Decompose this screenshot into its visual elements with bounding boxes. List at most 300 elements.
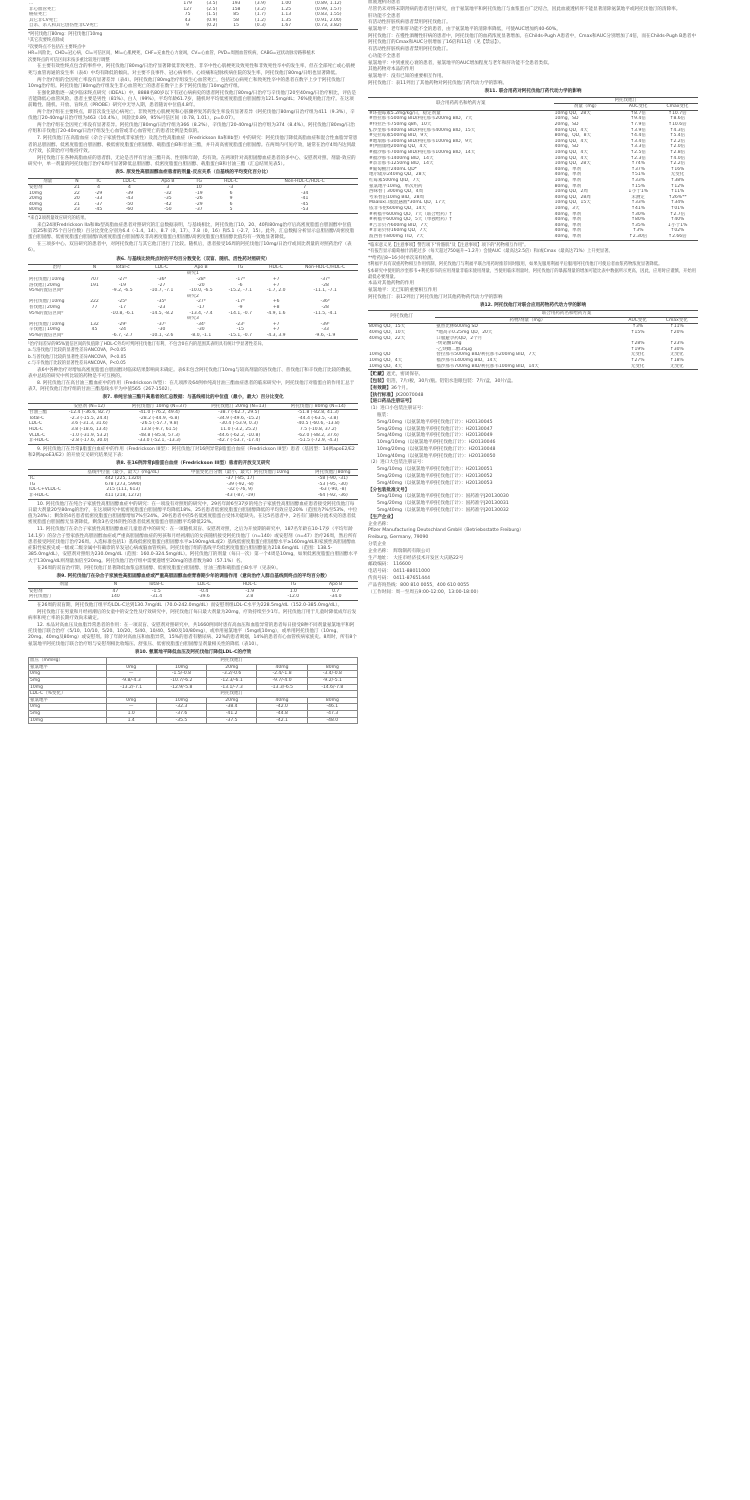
table-cell: Total-C [29,415,45,421]
table-cell: (1.5) [206,12,218,18]
outcomes-table-notes [28,32,358,64]
manufacturer-lines [368,522,698,596]
table-cell: ↑10.7倍 [668,110,687,116]
table-header-cell: HDL-C [226,582,273,589]
table-cell: VLDL-C [29,432,46,438]
table-note: HR=风险比，CHD=冠心病，CI=可信区间，MI=心肌梗死，CHF=充血性心力衰竭，CV=心血管，PVD=周围血管疾病，CABG=冠状动脉旁路移植术 [28,51,316,57]
table-header-cell: N [67,178,87,185]
table-cell: LDL-C [29,421,43,427]
table-cell: 其它非CV死亡 [29,17,58,23]
table-header-cell: 阿托伐他汀 20mg (N=13) [199,403,278,410]
table-cell: 95%的置信区间ᵇ [29,310,64,316]
subpackage-list [368,494,698,514]
table6-notes [28,342,358,368]
table-cell [86,333,102,339]
table-cell: ↑01% [670,205,685,211]
license-line: 5mg/10mg（以氨氯地平/阿托伐他汀计）：H20130045 [377,419,493,425]
dose-header: 0mg [106,664,156,671]
section-label: 【进口药品注册证号】 [368,399,414,405]
table-cell: ↑16% [670,166,685,172]
table-note: *有报告显示葡萄柚汁消耗过多（每天超过750毫升~1.2升）会使AUC（最高达2.5倍）和/或Cmax（最高达71%）上升更显著。 [368,249,613,254]
table9-caption: 表9. 阿托伐他汀在杂合子家族性高胆固醇血症或严重高胆固醇血症青春期少年的调脂作用（意向治疗人群自基线到终点的平均百分数） [56,573,330,579]
table-cell: 7.5 (-10.8, 37.2) [299,426,337,432]
table-cell: -12.9/-5.8 [156,684,206,691]
paragraph: 7. 阿托伐他汀在高脂血症（杂合子家族性或非家族性）及混合性高脂血症（Fredrickson IIa和IIb型）中的研究：阿托伐他汀降低高脂血症和混合性血脂异常患者的总胆固醇、低密度脂蛋白胆固醇、极低密度脂蛋白胆固醇、载脂蛋白B和甘油三酯，并升高高密度脂蛋白胆固醇。在两周内可见疗效，通常在治疗4周内达到最大疗效，长期治疗可维持疗效。 [28,136,358,154]
manufacturer-line: 传真号码： 0411-87651444 [368,576,430,582]
table-cell: -14.5, -8.2 [150,310,174,316]
paragraph: 在主要有效性终点包含的事件中，阿托伐他汀80mg/日治疗显著降低非致死性、非卒中性心肌梗死及致死性和非致死性卒中的发生率，但在全部死亡或心肌梗死与血管再通的发生率（表4）中均有降低的倾向。对主要不良事件、冠心病事件、心绞痛和冠脉疾病住院的发生率，阿托伐他汀80mg/日组也显著降低。 [28,64,355,76]
table-cell: 20mg，SD [554,122,579,128]
table-cell: -9 [238,305,243,311]
table-cell: 1.0 [106,711,156,718]
table-cell: 10mg QD [369,352,391,358]
table-cell: ↑80% [631,217,646,223]
paragraph: 有活动性肝脏疾病患者禁用阿托伐他汀。 [368,47,451,53]
table12-caption: 表12. 阿托伐他汀对联合应用药物药代动力学的影响 [479,302,587,308]
table-cell: 1.25 [281,6,292,12]
license-line: 5mg/20mg（以氨氯地平/阿托伐他汀计）：H20130047 [377,426,493,432]
table-cell: 179 [183,1,192,6]
table-cell: -36ᵇ [320,299,330,305]
table-cell: 无变化 [670,172,685,178]
table-cell: 80mg，单剂 [554,183,582,189]
table-cell: 口服避孕药QD，2个月 [436,335,483,341]
table-row [368,234,698,240]
table-cell: 21 [74,185,80,191]
table-cell: -60 [110,207,148,213]
paragraph: 两个治疗组在主要终点，即首次发生冠心病死亡、非致死性心肌梗死和心脏骤停复苏的发生率没有显著差异（阿托伐他汀80mg/日治疗组为411（9.3%），辛伐他汀20-40mg/日治疗组为463（10.4%），风险比0.89，95%可信区间（0.78, 1.01），p=0.07）。 [28,110,355,122]
table-cell: -62.0 (-88.2, 37.6) [297,432,339,438]
table-cell: -9.6, -1.9 [292,333,358,339]
table-cell: 1.35 [281,17,292,23]
section-label: 【包装】 [368,378,387,384]
table-cell: #伊曲康唑200mg QD，4天 [369,144,427,150]
table-cell: #葡萄柚汁240mL QD* [369,166,417,172]
paragraph: 心功能不全患者 [368,53,401,59]
table-header-cell: 剂量（mg） [554,104,620,111]
insert-section [368,372,698,378]
license-line: 5mg/20mg（以氨氯地平/阿托伐他汀计）：H20130052 [377,474,493,480]
table-cell: ↑11% [669,324,684,330]
table-cell: ↑23% [669,341,684,347]
storage-packaging-sections [368,372,698,405]
paragraph: 阿托伐他汀：在慢性酒精性肝病的患者中，阿托伐他汀的血药浓度显著增加。在Childs-Pugh A患者中，Cmax和AUC分别增加了4倍，而在Childs-Pugh B患者中阿托伐他汀的Cmax和AUC分别增加了16倍和11倍（见【禁忌】）。 [368,33,697,46]
table-cell: (0.83, 1.55) [315,12,342,18]
table-cell: -炔诺酮1mg [436,341,462,347]
license-line: 10mg/40mg（以氨氯地平/阿托伐他汀计）：H20130050 [377,453,496,459]
table-cell: (0.91, 2.00) [315,17,342,23]
paragraph: 在强化降脂逐一减少临床终点研究（IDEAL）中，8888名80岁以下有冠心病病史的患者阿托伐他汀80mg/日治疗与辛伐他汀20至40mg/日治疗相比，评估是否能降低心血管风险。患者主要是男性（81%）、白人（99%），平均年龄61.7岁，随机时平均低密度脂蛋白胆固醇为121.5mg/dL；76%使用他汀治疗。在这项前瞻性、随机、开放、盲终点（PROBE）研究中无导入期，患者随访中位值4.8年。 [28,90,357,109]
table-row [29,711,358,718]
table-cell: ↑8.7倍 [630,110,646,116]
table11-caption: 表11. 联合用药对阿托伐他汀药代动力学的影响 [484,89,582,95]
table-cell: 10mg QD，28天 [554,161,591,167]
table-header-cell: 阿托伐他汀 10mg (N=37) [120,403,199,410]
table-cell: -12.4 (-36.6, 82.7) [68,410,110,416]
table-note: *阿托伐他汀80mg：阿托伐他汀10mg [28,31,103,37]
table-cell: -1.0 (-31.9, 53.2) [70,432,109,438]
manufacturer-line: 企业名称： 辉瑞制药有限公司 [368,548,431,554]
table-cell: ↑37% [631,166,646,172]
paragraph: 阿托伐他汀：表11列出了其他药物对阿托伐他汀药代动力学的影响。 [368,81,508,87]
paragraph: 氨氯地平：没有已知的重要相互作用。 [368,74,447,80]
table-cell: 132 [90,321,99,327]
table-cell: -17ᵇ [235,299,245,305]
table-row [29,684,358,691]
table-cell: ↑2.3倍 [630,155,646,161]
table-header-cell: 阿托伐他汀 80mg (N=14) [278,403,358,410]
table-cell: 安慰剂 [29,185,43,191]
table-cell: 4 [97,185,100,191]
table-cell: 地尔硫卓240mg QD，28天 [369,172,426,178]
table-cell: -42 [164,201,172,207]
table-note: b.与普伐他汀比较的显著性差异ANCOVA，P<0.05 [28,354,127,360]
table-cell: 13.8 (-9.7, 61.5) [140,426,178,432]
table-cell: -53 (-95, -30) [317,481,348,487]
table-cell: 未测定 [631,194,645,200]
table-cell: ↑3% [632,324,644,330]
table-header-cell: Cmax变化 [656,317,698,324]
table-cell: ↑11% [670,189,685,195]
table-cell: -15.2, -7.1 [228,288,252,294]
table-header-cell: Total-c [103,264,142,271]
table7-caption: 表7. 单纯甘油三酯升高患者的汇总数据：与基线相比的中位值（最小，最大）百分比变化 [102,395,284,401]
table-cell: -33 [321,327,329,333]
table-cell: 3.6 (-31.3, 31.6) [70,421,108,427]
table-cell: ↑2.0倍 [669,144,686,150]
table-header-cell: LDL-C [142,264,181,271]
table-cell: 21 [74,201,80,207]
table-cell: #吉非贝齐600mg BID，7天 [369,222,428,228]
paragraph: 尽管仍未对终末期肾病的患者进行研究，由于氨氯地平和阿托伐他汀与血浆蛋白广泛结合，因此血液透析将不能显著清除氨氯地平或阿托伐他汀的清除率。 [368,6,681,12]
paragraph: 肝功能不全患者 [368,13,401,19]
table-cell: -13.3/-6.5 [257,684,307,691]
table-cell: (0.2) [199,23,225,29]
table-note: 次要终点的可信区间未按多重比较进行调整 [28,57,110,63]
table-cell: 0mg [29,704,107,711]
table-cell: 10mg [29,190,42,196]
table-cell: ↑2.8倍 [669,150,686,155]
section-label: 【有效期】 [368,385,391,391]
table-cell: 10mg QD，4天 [554,150,588,155]
paragraph: 本品对其他药物的作用 [368,281,414,286]
table-cell: ↑40% [670,217,685,223]
table-cell: -37 (-85, 17) [226,476,255,482]
table-cell: -10.0, -6.5 [189,288,213,294]
table-note: §本研究中使用的沙奎那韦+利托那韦的应用剂量非临床使用剂量，当使用临床剂量时，阿托伐他汀的暴露剂量的增加可能比表中数据所示更高，因此，应用时应谨慎，开始用最低必要剂量。 [368,268,697,280]
license-group2-list [368,467,698,487]
table-cell: -47.3 [307,711,357,718]
table-cell: -34ᶜ [196,321,206,327]
table-cell: 43 [184,17,191,23]
table11-notes [368,243,698,281]
table-cell: ↑3.3倍 [630,144,646,150]
table-header-cell: LDL-C [182,582,227,589]
bp-header: 血压（mmHg） [29,658,107,665]
table-cell: -23 [158,305,166,311]
table6-caption: 表6. 与基线比较终点时的平均百分数变化（双盲、随机、活性药对照研究） [116,256,270,262]
section-value: 铝箔，7片/板，30片/瓶。铝铝水泡眼包装：7片/盒，30片/盒。 [386,378,516,384]
table-header-cell: HDL-C [211,178,252,185]
table-cell: -44.8 [257,711,307,718]
table-cell: #奈非那韦1250mg BID，14天 [369,161,434,167]
table-cell: ↑15% [630,329,645,335]
table-cell: -46.1 [307,704,357,711]
table-cell: — [106,704,156,711]
table-cell: -33 [94,196,103,202]
table-cell: #福沙那韦1400mg BID，14天 [369,155,434,161]
table-cell: 22 [74,190,80,196]
table-cell: -63 (-90, -8) [319,487,347,493]
table-cell: 442 (225, 1320) [104,476,142,482]
table-cell: ↑4.4倍 [630,133,646,139]
table-cell: 10mg，单剂 [554,177,582,183]
table-cell: 95%的置信区间ᵇ [28,333,86,339]
table-cell: -37ᵃ [320,277,330,283]
table-cell: #非诺贝特160mg QD，7天 [369,228,427,234]
table-cell: -39 (-92, -8) [226,481,254,487]
table-cell: -41 [300,196,309,202]
table-cell: -19 [195,190,203,196]
table-header-cell: 药物/剂量（mg） [435,317,619,324]
table-cell: 10mg，SD [554,116,579,122]
paragraph: 在26周的双盲期，阿托伐他汀组平均LDL-C达到130.7mg/dL（70.0-242.0mg/dL）而安慰剂组LDL-C水平为228.5mg/dL（152.0-385.0mg/dL）。 [37,602,343,608]
table-cell: ↑30% [631,211,646,217]
table-cell: 707 [90,277,99,283]
clinical-study-text-2 [28,223,358,255]
table-cell: -9.2/-5.1 [307,678,357,685]
table-cell: (0.9) [206,17,218,23]
table-cell: -14.1, -0.7 [228,310,252,316]
paragraph: 有活动性肝脏疾病患者禁用阿托伐他汀。 [368,20,451,26]
table-cell: -34.9 (-49.6, -15.2) [217,415,261,421]
table-header-cell: 剂量 [28,178,67,185]
table-cell: 0mg [29,671,107,678]
table-header-cell: 治疗 [28,264,86,271]
table-cell: ↑3.9倍 [630,127,646,133]
table-cell: 40mg，单剂 [554,172,582,178]
paragraph: 两个治疗组的全因死亡率没有显著差异（表4）。阿托伐他汀80mg治疗组发生心血管死亡，包括冠心病死亡和致死性卒中的患者在数字上少于阿托伐他汀10mg治疗组。阿托伐他汀80mg治疗组发生非心血管死亡的患者在数字上多于阿托伐他汀10mg治疗组。 [28,77,345,89]
table-cell: +7 [272,327,280,333]
manufacturer-line: Freiburg, Germany, 79090 [368,535,429,541]
table-cell: -32 (-76, 9) [227,487,253,493]
table-header-cell: N [86,264,102,271]
table12 [368,310,698,370]
table-cell: ↑30% [669,346,684,352]
table-cell: 40mg QD，10天 [369,329,406,335]
table-header-cell: TG [273,582,313,589]
insert-section [368,386,698,392]
clinical-study-text-3 [28,603,358,648]
table-header-cell: Non-HDL-C/HDL-C [251,178,358,185]
table-cell: 40mg，SD [554,144,579,150]
table-cell: 140 [100,594,131,600]
section11b-text: 在26周的双盲治疗期，阿托伐他汀显著降低血浆总胆固醇、低密度脂蛋白胆固醇、甘油三酯和载脂蛋白B水平（见表9）。 [37,565,281,571]
table-cell: ↑8.6倍 [669,116,686,122]
table-header-cell: Non-HDL-C/HDL-C [292,264,358,271]
table-cell: ↑4.3倍 [669,127,686,133]
right-column [368,0,698,1500]
drug-interaction-text [368,281,698,301]
manufacturer-line: 邮政编码： 116600 [368,562,411,568]
table-header-cell: Cmax变化 [657,104,698,111]
table-cell: 191 [90,282,99,288]
table-cell: -31.4 [131,594,182,600]
table-cell: -13.2/-7.1 [106,684,156,691]
table-cell: -24 [118,327,127,333]
table-cell: ↑26%** [668,194,687,200]
table-cell: #特拉匹韦750mg q8h，10天 [369,122,432,128]
table8 [28,469,358,500]
table-cell: -23ᶜ [235,321,245,327]
paragraph: 阿托伐他汀在各种高脂血症的患者群，无论是否伴有甘油三酯升高、性别和年龄，均有效。在两项针对高胆固醇血症患者的多中心、安慰剂对照、剂量-效应的研究中，单一剂量的阿托伐他汀治疗6周可显著降低总胆固醇、低密度脂蛋白胆固醇、载脂蛋白B和甘油三酯（汇总结果见表5）。 [28,155,356,167]
table-cell: -64 (-92, -36) [308,493,358,499]
table-note: ¹其它次要终点除成 [28,38,65,44]
table-cell: 洛伐他汀20mg [29,282,60,288]
manufacturer-line: 电话号码： 0411-88011000 [368,569,430,575]
table-cell: 3 [166,185,170,191]
table-cell: 158 [231,6,241,12]
table-cell: ↓小于1% [628,189,649,195]
table-cell: 15 [225,23,247,29]
table-cell: +7 [272,277,280,283]
paragraph: 血液透析的患者 [368,0,401,5]
table-cell: 1.67 [274,23,299,29]
table-cell: -35.5 [156,717,206,724]
table-cell: -17 [118,305,127,311]
table-cell: -15.1, -0.7 [221,333,260,339]
table-cell: 58 [233,17,239,23]
table-cell: 1.00 [281,1,292,6]
table5 [28,178,358,215]
table-cell: -30 [158,327,166,333]
table-cell: -48.0 [307,717,357,724]
table-cell: -35 [164,196,172,202]
table-cell: 222 [90,299,99,305]
table-cell: -4.9, 1.6 [266,310,286,316]
table-cell: -17 [197,305,205,311]
table-group-label: 研究2 [187,293,199,299]
paragraph: 12. 本品对高血压及血脂异常患者的作用：在一项双盲、安慰剂对照研究中，共1660例同时患有高血压和血脂异常的患者每日接受8种不同剂量氨氯地平和阿托伐他汀联合治疗（5/10、10/10、5/20、10/20、5/40、10/40、5/80及10/80mg），或单用氨氯地平（5mg或10mg），或单用阿托伐他汀（10mg、20mg、40mg及80mg）或安慰剂。除了年龄对高血压和血脂异常，15%的患者有糖尿病、22%的患者吸烟，14%的患者有心血管疾病家族史。8周时，所有8个氨氯地平阿托伐他汀联合治疗组与安慰剂相比收缩压、舒张压、低密度脂蛋白胆固醇呈剂量相关性的降低（表10）。 [28,622,357,647]
table-cell: 40mg，单剂 [554,222,582,228]
table-cell: 0.7 [332,588,340,594]
table-cell: -4.3, 3.9 [260,333,292,339]
table-cell: 10mg QD，4天 [368,364,435,370]
section10-text: 10. 阿托伐他汀在纯合子家族性高胆固醇血症中的研究：在一项没有对照组的研究中，29名年龄6至37岁的纯合子家族性高胆固醇血症患者接受阿托伐他汀每日最大剂量20至80mg的治疗，在这项研究中低密度脂蛋白胆固醇平均降低18%。25名患者低密度脂蛋白胆固醇降低的平均效应是20%（范围为7%至53%，中位值为24%）；剩余的4名患者低密度脂蛋白胆固醇增加7%至24%。29名患者中的5名低密度脂蛋白受体功能缺失。在这5名患者中，2名有门静脉分流术史的患者低密度脂蛋白胆固醇无显著降低。剩余3名受体阴性的患者低密度脂蛋白胆固醇平均降低22%。 [28,501,358,526]
table-cell: -38.7 (-62.7, 29.5) [218,410,260,416]
manufacturer-line: （工作时间：周一至周五9:00-12:00，13:00-18:00） [368,589,482,595]
table-cell: 10mg QD，15天 [554,200,591,206]
table-cell: 127 [183,6,192,12]
section9-text: 9. 阿托伐他汀在异常β脂蛋白血症中的作用（Fredrickson III型）：阿托伐他汀对16例异常β脂蛋白血症（Fredrickson III型）患者（基因型：14例apoE2/E2和2例apoE3/E2）的开放交叉研究结果见下表： [28,446,355,459]
table10-caption: 表10. 氨氯地平降低血压及阿托伐他汀降低LDL-C的疗效 [134,650,252,655]
table-cell: TC [29,476,35,482]
table-cell: 无变化 [620,364,656,370]
section-value: JX20070048 [395,392,424,398]
table-row [29,717,358,724]
table-header-cell: Apo B [181,264,220,271]
table-cell: 非-HDL-C [28,493,74,499]
table-header-cell: 剂量 [28,582,100,589]
paragraph: 氨氯地平：无已知的重要相互作用 [368,287,437,293]
table-note: ²次要终点不包括在主要终点中 [28,44,86,50]
table-cell: 5 [211,207,252,213]
license-line: 5mg/20mg（以氨氯地平/阿托伐他汀计）：国药准字J20130031 [377,501,509,507]
table-cell: 40mg，单剂 [554,228,582,234]
table5-caption: 表5. 原发性高胆固醇血症患者的剂量-反应关系（自基线的平均变化百分比） [115,170,271,176]
dose-header: 20mg [207,697,257,704]
table-cell: ↑2.5倍 [630,150,646,155]
table-cell: -39.6 [182,594,227,600]
table-cell: 依非韦伦600mg QD，14天 [369,205,426,211]
section-value: 遮光，密闭保存。 [386,372,424,378]
table-cell: -3 [228,185,234,191]
table-cell: 5mg [29,678,107,685]
table-cell: 福沙那韦700mg BID/利托那韦100mg BID，14天 [435,364,619,370]
table9 [28,581,358,601]
table10 [28,657,358,724]
table-cell: -50 [125,201,134,207]
table-cell: -37 [187,207,211,213]
table-cell: 6 [229,190,233,196]
table-cell: -28ᵃ [196,277,206,283]
table-cell: -9.8/-4.3 [106,678,156,685]
table-header-cell: 阿托伐他汀 [368,311,435,324]
insert-section [368,393,698,399]
table-cell: -37 [94,201,103,207]
table-cell: -27ᵃ [117,277,127,283]
table-row [368,364,698,370]
table-cell: -40.5 (-60.6, -13.8) [296,421,340,427]
table-cell: -33.0 (-52.1, -13.3) [120,438,199,444]
import-license-block [368,406,698,514]
table-cell: -38.4 [207,704,257,711]
table-cell: -1.5/-0.8 [156,671,206,678]
table-cell: *地高辛0.25mg QD，20天 [436,329,493,335]
table-cell: #地瑞那韦300mg BID/利托那韦100mg BID，9天 [369,138,473,144]
table-note: *临床意义见【注意事项】警告项下"骨骼肌"及【注意事项】项下的"药物相互作用"。 [368,242,529,248]
table-row [28,207,358,213]
table-cell: -20 [197,282,205,288]
table-cell: -42.1 [257,717,307,724]
table-cell: -44.6 (-62.2, -10.8) [217,432,261,438]
table-cell: TG [29,481,36,487]
table-cell: -乙炔雌二醇35μg [436,346,472,352]
table-cell: #克拉霉素500mg BID，9天 [369,133,428,139]
table-cell: -28.2 (-44.9, -6.8) [139,415,180,421]
table-cell: 411 (218, 1272) [74,493,173,499]
table-cell: -10.1, -2.6 [142,333,181,339]
table-cell: 自杀、杀人和其它创伤性非CV死亡 [28,23,177,29]
table-cell: ↑41% [631,205,646,211]
table-cell: (3.5) [206,1,218,6]
table-cell: 75 [184,12,191,18]
table-cell: (0.3) [247,23,273,29]
paragraph: 两个治疗组在全因死亡率没有显著差异。阿托伐他汀80mg/日治疗组为366（8.2%），辛伐他汀20-40mg/日治疗组为374（8.4%）。阿托伐他汀80mg/日治疗组和辛伐他汀20-40mg/日治疗组发生心血管或非心血管死亡的患者比例是类似的。 [28,123,355,135]
table-cell: 193 [231,1,241,6]
table-header-cell: N [100,582,131,589]
table-header-cell [28,469,74,476]
license-group1-sub: 瓶装： [377,412,391,418]
license-line: 5mg/40mg（以氨氯地平/阿托伐他汀计）：H20130049 [377,433,493,439]
table-cell: ↑10.6倍 [668,122,687,128]
table-cell: ↑2.2倍 [669,161,686,167]
table-cell: ↑38% [670,177,685,183]
table-row [29,704,358,711]
table-cell: -29ᶜ [117,321,127,327]
table-cell: -12.3/-6.1 [207,678,257,685]
table-cell: 5mg [29,711,107,718]
